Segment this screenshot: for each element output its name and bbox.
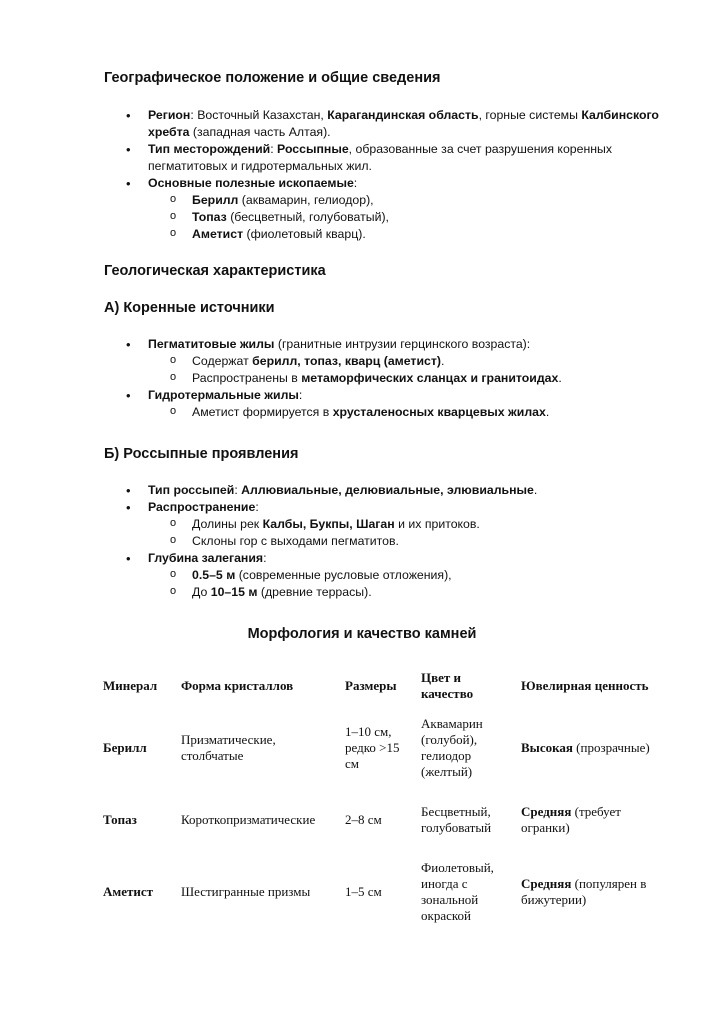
- value-note: (прозрачные): [572, 740, 650, 755]
- cell-form: Призматические, столбчатые: [181, 732, 276, 763]
- section-title-geology: Геологическая характеристика: [104, 263, 326, 279]
- region-bold-1: Карагандинская область: [327, 108, 479, 122]
- placer-type-label: Тип россыпей: [148, 483, 235, 497]
- sublist-item: [148, 567, 684, 584]
- sub-text: Содержат: [192, 354, 253, 368]
- hydro-sublist: [148, 404, 684, 421]
- sub-bold: хрусталеносных кварцевых жилах: [332, 405, 546, 419]
- table-row: [97, 786, 671, 854]
- cell-value: [515, 854, 671, 930]
- header-form: Форма кристаллов: [181, 678, 294, 693]
- cell-color: Аквамарин (голубой), гелиодор (желтый): [421, 716, 483, 779]
- value-level: Высокая: [521, 740, 573, 755]
- section-title-placer: Б) Россыпные проявления: [104, 446, 299, 462]
- deposit-type-text-2: , образованные за счет разрушения коренных: [348, 142, 613, 156]
- sub-text: .: [545, 405, 550, 419]
- cell-form: Короткопризматические: [181, 812, 316, 827]
- placer-type-text-2: .: [533, 483, 538, 497]
- sub-text: .: [440, 354, 445, 368]
- sub-text: и их притоков.: [394, 517, 480, 531]
- sub-bold: 10–15 м: [210, 585, 258, 599]
- sub-text: (современные русловые отложения),: [235, 568, 452, 582]
- table-row: [97, 710, 671, 786]
- table-row: [97, 854, 671, 930]
- mineral-desc: (аквамарин, гелиодор),: [238, 193, 374, 207]
- mineral-name: Берилл: [192, 193, 239, 207]
- sublist-item: [148, 226, 684, 243]
- sublist-item: [148, 404, 684, 421]
- value-note: (популярен в бижутерии): [521, 876, 647, 907]
- section-title-geography: Географическое положение и общие сведения: [104, 70, 441, 86]
- mineral-name: Берилл: [103, 740, 147, 755]
- minerals-sublist: [148, 192, 684, 243]
- sub-bold: берилл, топаз, кварц (аметист): [252, 354, 441, 368]
- list-item-depth: [104, 550, 684, 601]
- pegmatite-text: (гранитные интрузии герцинского возраста):: [274, 337, 531, 351]
- list-item-pegmatite: [104, 336, 684, 387]
- sublist-item: [148, 370, 684, 387]
- cell-size: 1–10 см, редко >15 см: [345, 724, 400, 771]
- region-bold-2b: хребта: [148, 125, 190, 139]
- mineral-desc: (фиолетовый кварц).: [243, 227, 366, 241]
- cell-color: Фиолетовый, иногда с зональной окраской: [421, 860, 494, 923]
- section-title-bedrock: А) Коренные источники: [104, 300, 275, 316]
- mineral-name: Топаз: [192, 210, 227, 224]
- placer-list: [104, 482, 684, 601]
- value-level: Средняя: [521, 804, 572, 819]
- spread-label: Распространение: [148, 500, 256, 514]
- table-header-row: [97, 662, 671, 710]
- region-text-1: : Восточный Казахстан,: [190, 108, 328, 122]
- list-item-hydrothermal: [104, 387, 684, 421]
- sub-bold: 0.5–5 м: [192, 568, 236, 582]
- hydro-text: :: [298, 388, 303, 402]
- deposit-type-bold: Россыпные: [277, 142, 349, 156]
- cell-form: Шестигранные призмы: [181, 884, 311, 899]
- cell-color: Бесцветный, голубоватый: [421, 804, 492, 835]
- sub-text: (древние террасы).: [257, 585, 372, 599]
- sub-bold: Калбы, Букпы, Шаган: [262, 517, 395, 531]
- spread-text: :: [255, 500, 259, 514]
- list-item-region: [104, 107, 684, 141]
- hydro-label: Гидротермальные жилы: [148, 388, 299, 402]
- placer-type-text-1: :: [234, 483, 242, 497]
- sublist-item: [148, 584, 684, 601]
- cell-value: [515, 710, 671, 786]
- mineral-desc: (бесцветный, голубоватый),: [226, 210, 389, 224]
- header-size: Размеры: [345, 678, 397, 693]
- cell-value: [515, 786, 671, 854]
- value-level: Средняя: [521, 876, 572, 891]
- region-text-3: (западная часть Алтая).: [189, 125, 331, 139]
- deposit-type-text-3: пегматитовых и гидротермальных жил.: [148, 159, 372, 173]
- header-color: Цвет и качество: [421, 670, 474, 701]
- cell-mineral: [97, 710, 175, 786]
- table-title: Морфология и качество камней: [247, 626, 477, 642]
- list-item-placer-type: [104, 482, 684, 499]
- minerals-text: :: [353, 176, 358, 190]
- region-label: Регион: [148, 108, 191, 122]
- sublist-item: [148, 192, 684, 209]
- bedrock-list: [104, 336, 684, 421]
- sub-text: Распространены в: [192, 371, 302, 385]
- mineral-name: Аметист: [103, 884, 154, 899]
- sub-text: Долины рек: [192, 517, 263, 531]
- sub-text: Аметист формируется в: [192, 405, 333, 419]
- cell-size: 2–8 см: [345, 812, 382, 827]
- depth-label: Глубина залегания: [148, 551, 264, 565]
- sublist-item: [148, 353, 684, 370]
- value-note: (требует огранки): [521, 804, 621, 835]
- pegmatite-label: Пегматитовые жилы: [148, 337, 275, 351]
- cell-size: 1–5 см: [345, 884, 382, 899]
- mineral-name: Топаз: [103, 812, 137, 827]
- sub-text: .: [558, 371, 562, 385]
- list-item-minerals: [104, 175, 684, 243]
- cell-mineral: [97, 786, 175, 854]
- sublist-item: [148, 533, 684, 550]
- spread-sublist: [148, 516, 684, 550]
- placer-type-bold: Аллювиальные, делювиальные, элювиальные: [241, 483, 534, 497]
- pegmatite-sublist: [148, 353, 684, 387]
- depth-sublist: [148, 567, 684, 601]
- cell-mineral: [97, 854, 175, 930]
- list-item-spread: [104, 499, 684, 550]
- deposit-type-label: Тип месторождений: [148, 142, 271, 156]
- depth-text: :: [263, 551, 267, 565]
- deposit-type-text-1: :: [270, 142, 278, 156]
- minerals-label: Основные полезные ископаемые: [148, 176, 354, 190]
- header-mineral: Минерал: [103, 678, 158, 693]
- morphology-table: [97, 662, 671, 930]
- region-bold-2: Калбинского: [581, 108, 659, 122]
- region-text-2: , горные системы: [478, 108, 582, 122]
- list-item-deposit-type: [104, 141, 684, 175]
- header-value: Ювелирная ценность: [521, 678, 649, 693]
- geography-list: [104, 107, 684, 243]
- sub-text: До: [192, 585, 211, 599]
- mineral-name: Аметист: [192, 227, 244, 241]
- sub-text: Склоны гор с выходами пегматитов.: [192, 534, 399, 548]
- sub-bold: метаморфических сланцах и гранитоидах: [301, 371, 559, 385]
- sublist-item: [148, 516, 684, 533]
- sublist-item: [148, 209, 684, 226]
